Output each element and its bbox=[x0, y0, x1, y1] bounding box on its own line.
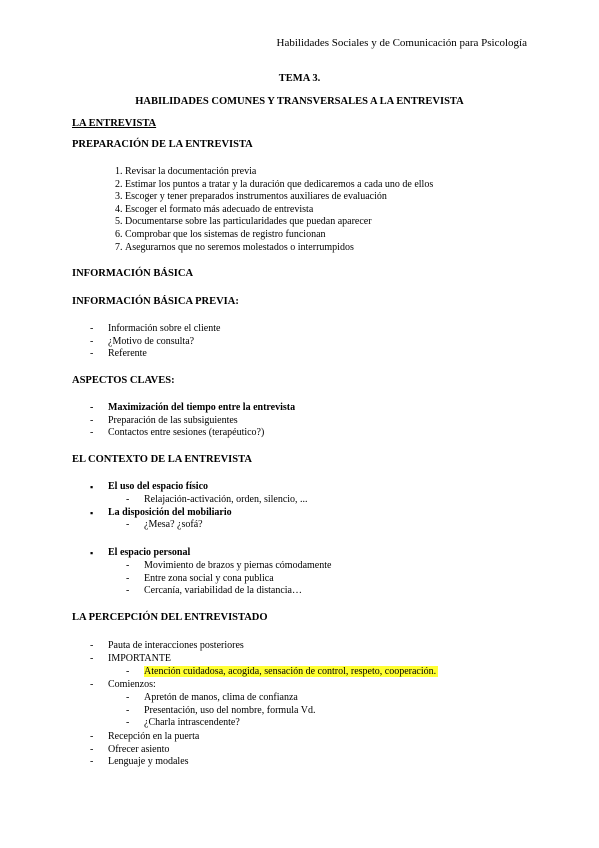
contexto-sub-a bbox=[144, 494, 308, 507]
contexto-sub-c bbox=[144, 560, 331, 598]
contexto-sub-b bbox=[144, 519, 203, 532]
percepcion-sub-comienzos bbox=[144, 692, 315, 730]
list-item: 2. Estimar los puntos a tratar y la duración que dedicaremos a cada uno de ellos bbox=[125, 179, 545, 192]
highlighted-text: Atención cuidadosa, acogida, sensación de control, respeto, cooperación. bbox=[144, 666, 437, 677]
list-item: - Contactos entre sesiones (terapéutico?) bbox=[108, 427, 295, 440]
list-item: - ¿Motivo de consulta? bbox=[108, 336, 220, 349]
list-item: - Comienzos: bbox=[108, 679, 156, 692]
list-item: - Cercanía, variabilidad de la distancia… bbox=[144, 585, 331, 598]
section-heading-aspectos: ASPECTOS CLAVES: bbox=[72, 375, 175, 386]
contexto-list-c bbox=[108, 547, 190, 560]
percepcion-list-b bbox=[108, 679, 156, 692]
section-heading-preparacion: PREPARACIÓN DE LA ENTREVISTA bbox=[72, 139, 253, 150]
list-item: 3. Escoger y tener preparados instrumentos auxiliares de evaluación bbox=[125, 191, 545, 204]
list-item: - Ofrecer asiento bbox=[108, 744, 199, 757]
percepcion-sub-importante bbox=[144, 666, 438, 679]
running-header: Habilidades Sociales y de Comunicación para Psicología bbox=[276, 37, 527, 49]
list-item: 1. Revisar la documentación previa bbox=[125, 166, 545, 179]
section-heading-entrevista: LA ENTREVISTA bbox=[72, 118, 157, 129]
info-previa-list bbox=[108, 323, 220, 361]
list-item: - Información sobre el cliente bbox=[108, 323, 220, 336]
list-item: - Pauta de interacciones posteriores bbox=[108, 640, 244, 653]
list-item: - Presentación, uso del nombre, formula Vd. bbox=[144, 705, 315, 718]
list-item: - Referente bbox=[108, 348, 220, 361]
list-item: - Lenguaje y modales bbox=[108, 756, 199, 769]
chapter-title: HABILIDADES COMUNES Y TRANSVERSALES A LA ENTREVISTA bbox=[135, 96, 464, 107]
chapter-number: TEMA 3. bbox=[278, 73, 321, 84]
list-item: 7. Asegurarnos que no seremos molestados o interrumpidos bbox=[125, 242, 545, 255]
list-item: 5. Documentarse sobre las particularidades que puedan aparecer bbox=[125, 216, 545, 229]
contexto-list-b bbox=[108, 507, 232, 520]
section-heading-contexto: EL CONTEXTO DE LA ENTREVISTA bbox=[72, 454, 252, 465]
list-item: - IMPORTANTE bbox=[108, 653, 244, 666]
list-item: ▪ El espacio personal bbox=[108, 547, 190, 560]
list-item: - Entre zona social y cona publica bbox=[144, 573, 331, 586]
preparacion-list bbox=[108, 166, 545, 254]
section-heading-info-basica: INFORMACIÓN BÁSICA bbox=[72, 268, 194, 279]
list-item: - Preparación de las subsiguientes bbox=[108, 415, 295, 428]
list-item bbox=[144, 666, 438, 679]
list-item: ▪ La disposición del mobiliario bbox=[108, 507, 232, 520]
list-item: - Apretón de manos, clima de confianza bbox=[144, 692, 315, 705]
list-item: - Relajación-activación, orden, silencio, ... bbox=[144, 494, 308, 507]
list-item: - Recepción en la puerta bbox=[108, 731, 199, 744]
list-item: 6. Comprobar que los sistemas de registro funcionan bbox=[125, 229, 545, 242]
section-heading-info-previa: INFORMACIÓN BÁSICA PREVIA: bbox=[72, 296, 239, 307]
list-item: - Movimiento de brazos y piernas cómodamente bbox=[144, 560, 331, 573]
list-item: - ¿Mesa? ¿sofá? bbox=[144, 519, 203, 532]
list-item: 4. Escoger el formato más adecuado de entrevista bbox=[125, 204, 545, 217]
percepcion-list-a bbox=[108, 640, 244, 665]
list-item: ▪ El uso del espacio físico bbox=[108, 481, 208, 494]
percepcion-list-c bbox=[108, 731, 199, 769]
section-heading-percepcion: LA PERCEPCIÓN DEL ENTREVISTADO bbox=[72, 612, 268, 623]
list-item: - Maximización del tiempo entre la entrevista bbox=[108, 402, 295, 415]
aspectos-list bbox=[108, 402, 295, 440]
list-item: - ¿Charla intrascendente? bbox=[144, 717, 315, 730]
contexto-list-a bbox=[108, 481, 208, 494]
